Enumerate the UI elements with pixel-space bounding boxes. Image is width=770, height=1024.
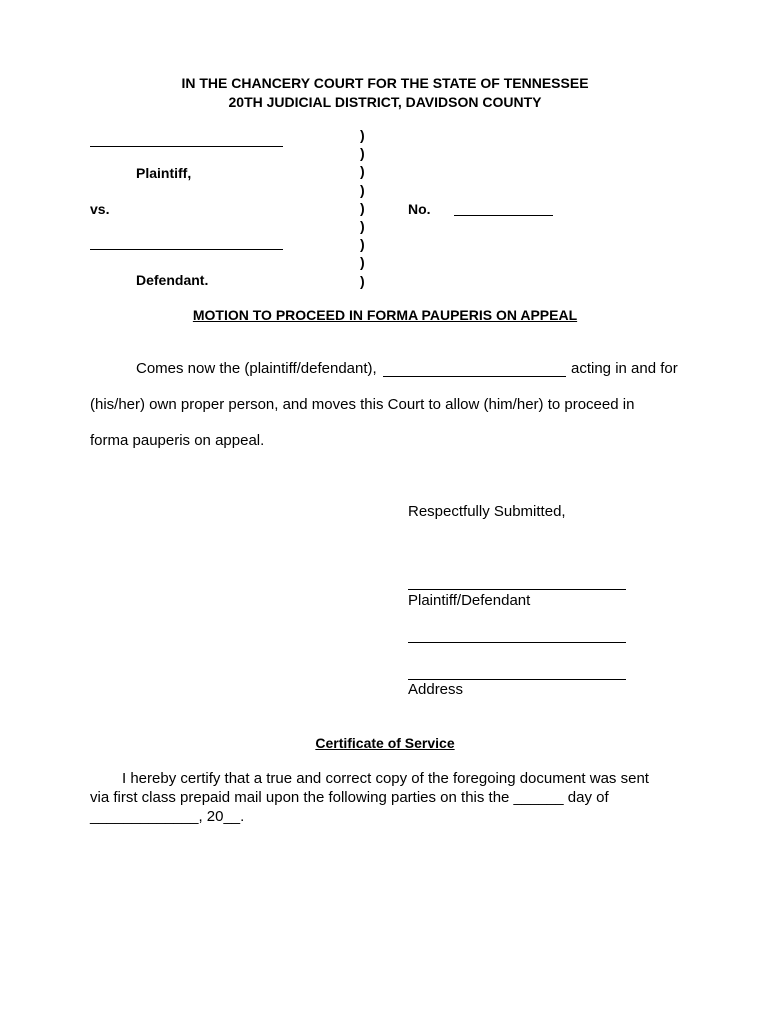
closing-text: Respectfully Submitted, xyxy=(408,503,566,520)
motion-body-line2: (his/her) own proper person, and moves this Court to allow (him/her) to proceed in xyxy=(90,396,635,413)
court-header xyxy=(0,74,770,112)
address-line-1[interactable] xyxy=(408,642,626,643)
certificate-line2: via first class prepaid mail upon the following parties on this the ______ day of xyxy=(90,789,609,806)
caption-divider xyxy=(360,126,365,290)
plaintiff-name-line[interactable] xyxy=(90,146,283,147)
motion-body-line1-end: acting in and for xyxy=(571,360,678,377)
vs-label: vs. xyxy=(90,201,110,217)
court-header-line2: 20TH JUDICIAL DISTRICT, DAVIDSON COUNTY xyxy=(228,94,542,110)
motion-title: MOTION TO PROCEED IN FORMA PAUPERIS ON APPEAL xyxy=(192,307,578,323)
address-line-2[interactable] xyxy=(408,679,626,680)
signer-label: Plaintiff/Defendant xyxy=(408,592,531,609)
certificate-line3: _____________, 20__. xyxy=(90,808,245,825)
motion-body-line3: forma pauperis on appeal. xyxy=(90,432,265,449)
caption-paren: ) xyxy=(360,199,365,216)
defendant-name-line[interactable] xyxy=(90,249,283,250)
plaintiff-label: Plaintiff, xyxy=(136,165,192,181)
caption-paren: ) xyxy=(360,236,365,253)
caption-paren: ) xyxy=(360,272,365,289)
caption-paren: ) xyxy=(360,218,365,235)
party-name-line[interactable] xyxy=(383,376,566,377)
certificate-title: Certificate of Service xyxy=(315,735,455,751)
caption-paren: ) xyxy=(360,145,365,162)
certificate-line1: I hereby certify that a true and correct copy of the foregoing document was sent xyxy=(122,770,649,787)
case-no-line[interactable] xyxy=(454,215,553,216)
caption-paren: ) xyxy=(360,127,365,143)
signature-line[interactable] xyxy=(408,589,626,590)
motion-body-line1-start: Comes now the (plaintiff/defendant), xyxy=(136,360,377,377)
caption-paren: ) xyxy=(360,254,365,271)
court-header-line1: IN THE CHANCERY COURT FOR THE STATE OF TENNESSEE xyxy=(181,75,589,91)
caption-paren: ) xyxy=(360,181,365,198)
address-label: Address xyxy=(408,681,464,698)
case-no-label: No. xyxy=(408,201,431,217)
caption-paren: ) xyxy=(360,163,365,180)
defendant-label: Defendant. xyxy=(136,272,209,288)
